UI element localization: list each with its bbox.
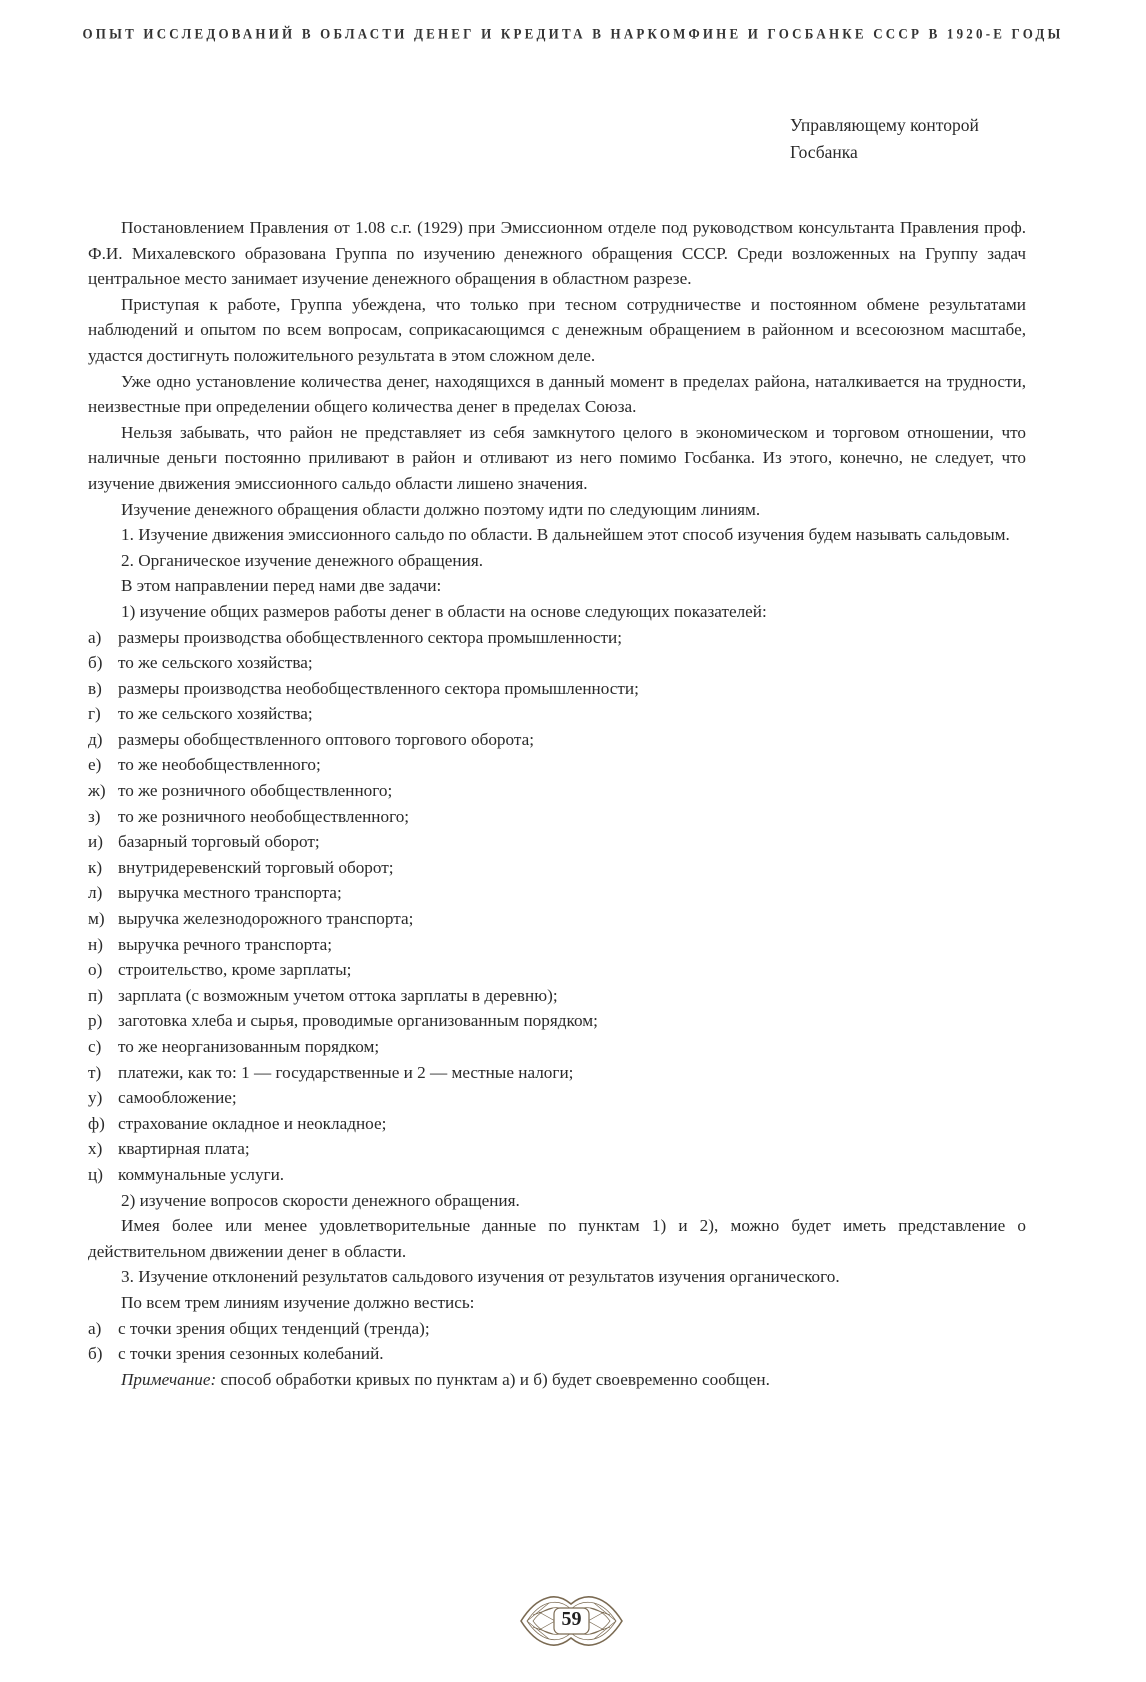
- list-item: [88, 778, 1026, 804]
- list-item: [88, 1136, 1026, 1162]
- list-text: то же розничного обобществленного;: [118, 781, 393, 801]
- list-marker: з): [88, 806, 101, 826]
- list-text: с точки зрения общих тенденций (тренда);: [118, 1318, 430, 1338]
- list-item: [88, 1316, 1026, 1342]
- list-text: то же сельского хозяйства;: [118, 653, 313, 673]
- numbered-line-3: 3. Изучение отклонений результатов сальдового изучения от результатов изучения органического.: [121, 1267, 840, 1287]
- list-marker: е): [88, 755, 102, 775]
- list-marker: в): [88, 678, 102, 698]
- addressee-line-2: Госбанка: [790, 142, 858, 162]
- list-marker: а): [88, 627, 102, 647]
- list-marker: г): [88, 704, 101, 724]
- paragraph: По всем трем линиям изучение должно вестись:: [121, 1292, 475, 1312]
- list-marker: к): [88, 857, 103, 877]
- list-item: [88, 752, 1026, 778]
- numbered-line-1: 1. Изучение движения эмиссионного сальдо по области. В дальнейшем этот способ изучения будем называть сальдовым.: [121, 525, 1010, 545]
- list-text: размеры производства необобществленного сектора промышленности;: [118, 678, 639, 698]
- subtask-2: 2) изучение вопросов скорости денежного обращения.: [121, 1190, 520, 1210]
- list-text: страхование окладное и неокладное;: [118, 1113, 387, 1133]
- list-item: [88, 727, 1026, 753]
- list-marker: ж): [88, 781, 106, 801]
- list-marker: б): [88, 1344, 103, 1364]
- list-text: заготовка хлеба и сырья, проводимые организованным порядком;: [118, 1011, 598, 1031]
- list-item: [88, 1111, 1026, 1137]
- list-text: квартирная плата;: [118, 1139, 250, 1159]
- list-item: [88, 906, 1026, 932]
- list-text: зарплата (с возможным учетом оттока зарплаты в деревню);: [118, 985, 558, 1005]
- paragraph: Нельзя забывать, что район не представляет из себя замкнутого целого в экономическом и торговом отношении, что наличные деньги постоянно приливают в район и отливают из него помимо Госбанка. Из этого, конечно, не следует, что изучение движения эмиссионного сальдо области лишено значения.: [88, 422, 1026, 493]
- note: [88, 1367, 1026, 1393]
- list-marker: с): [88, 1037, 102, 1056]
- list-text: выручка железнодорожного транспорта;: [118, 909, 414, 929]
- paragraph: Изучение денежного обращения области должно поэтому идти по следующим линиям.: [121, 499, 761, 519]
- list-marker: а): [88, 1318, 102, 1338]
- list-text: выручка местного транспорта;: [118, 883, 342, 903]
- paragraph: В этом направлении перед нами две задачи:: [121, 576, 442, 596]
- list-marker: ц): [88, 1164, 103, 1184]
- list-text: внутридеревенский торговый оборот;: [118, 857, 394, 877]
- list-text: размеры обобществленного оптового торгового оборота;: [118, 729, 534, 749]
- list-marker: ф): [88, 1113, 105, 1133]
- list-marker: м): [88, 909, 105, 929]
- list-item: [88, 1341, 1026, 1367]
- list-item: [88, 880, 1026, 906]
- list-text: размеры производства обобществленного сектора промышленности;: [118, 627, 623, 647]
- list-text: выручка речного транспорта;: [118, 934, 333, 954]
- list-marker: р): [88, 1011, 103, 1031]
- paragraph: Уже одно установление количества денег, находящихся в данный момент в пределах района, наталкивается на трудности, неизвестные при определении общего количества денег в пределах Союза.: [88, 371, 1026, 417]
- letter-body: [88, 215, 1026, 1392]
- list-item: [88, 701, 1026, 727]
- paragraph: Приступая к работе, Группа убеждена, что только при тесном сотрудничестве и постоянном обмене результатами наблюдений и опытом по всем вопросам, соприкасающимся с денежным обращением в районном и всесоюзном масштабе, удастся достигнуть положительного результата в этом сложном деле.: [88, 294, 1026, 365]
- aspect-list: [88, 1316, 1026, 1367]
- list-item: [88, 1060, 1026, 1086]
- list-item: [88, 932, 1026, 958]
- addressee-block: [790, 112, 979, 166]
- list-item: [88, 855, 1026, 881]
- list-item: [88, 1034, 1026, 1060]
- list-marker: т): [88, 1062, 102, 1082]
- list-marker: н): [88, 934, 103, 954]
- page-number: 59: [561, 1608, 582, 1630]
- note-text: способ обработки кривых по пунктам а) и б) будет своевременно сообщен.: [216, 1369, 770, 1389]
- list-marker: о): [88, 960, 103, 980]
- subtask-1: 1) изучение общих размеров работы денег в области на основе следующих показателей:: [121, 601, 767, 621]
- list-item: [88, 804, 1026, 830]
- numbered-line-2: 2. Органическое изучение денежного обращения.: [121, 550, 484, 570]
- list-marker: д): [88, 729, 103, 749]
- list-text: то же необобществленного;: [118, 755, 321, 775]
- list-marker: л): [88, 883, 103, 903]
- addressee-line-1: Управляющему конторой: [790, 115, 979, 135]
- list-text: коммунальные услуги.: [118, 1164, 285, 1184]
- page-number-ornament: [519, 1590, 624, 1652]
- list-text: строительство, кроме зарплаты;: [118, 960, 352, 980]
- note-label: Примечание:: [121, 1369, 217, 1389]
- list-marker: х): [88, 1139, 103, 1159]
- list-marker: б): [88, 653, 103, 673]
- list-text: то же розничного необобществленного;: [118, 806, 410, 826]
- running-head: ОПЫТ ИССЛЕДОВАНИЙ В ОБЛАСТИ ДЕНЕГ И КРЕДИТА В НАРКОМФИНЕ И ГОСБАНКЕ СССР В 1920-Е ГОДЫ: [82, 24, 1064, 43]
- list-text: то же сельского хозяйства;: [118, 704, 313, 724]
- list-text: то же неорганизованным порядком;: [118, 1037, 380, 1056]
- paragraph: Постановлением Правления от 1.08 с.г. (1929) при Эмиссионном отделе под руководством консультанта Правления проф. Ф.И. Михалевского образована Группа по изучению денежного обращения СССР. Среди возложенных на Группу задач центральное место занимает изучение денежного обращения в областном разрезе.: [88, 218, 1026, 289]
- list-text: самообложение;: [118, 1088, 237, 1108]
- list-item: [88, 1008, 1026, 1034]
- list-text: базарный торговый оборот;: [118, 832, 320, 852]
- paragraph: Имея более или менее удовлетворительные данные по пунктам 1) и 2), можно будет иметь представление о действительном движении денег в области.: [88, 1216, 1026, 1261]
- list-item: [88, 957, 1026, 983]
- list-marker: у): [88, 1088, 103, 1108]
- list-item: [88, 650, 1026, 676]
- list-text: с точки зрения сезонных колебаний.: [118, 1344, 384, 1364]
- list-item: [88, 1085, 1026, 1111]
- list-item: [88, 625, 1026, 651]
- list-item: [88, 829, 1026, 855]
- indicator-list: [88, 625, 1026, 1188]
- list-item: [88, 983, 1026, 1009]
- list-item: [88, 676, 1026, 702]
- list-item: [88, 1162, 1026, 1188]
- list-marker: и): [88, 832, 103, 852]
- list-text: платежи, как то: 1 — государственные и 2 — местные налоги;: [118, 1062, 574, 1082]
- list-marker: п): [88, 985, 103, 1005]
